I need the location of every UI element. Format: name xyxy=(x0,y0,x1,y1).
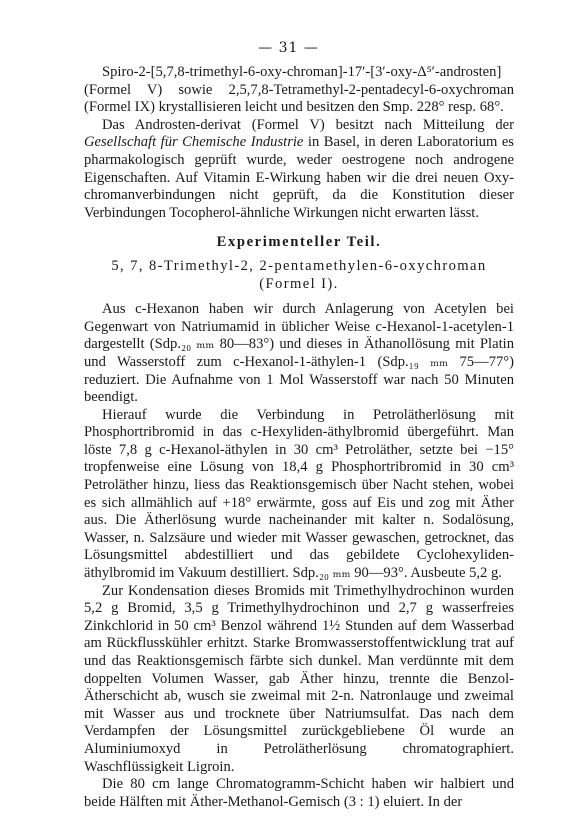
page-body xyxy=(84,64,514,811)
section-heading: Experimenteller Teil. xyxy=(216,234,382,251)
paragraph-chromatogram: Die 80 cm lange Chromatogramm-Schicht haben wir halbiert und beide Hälften mit Äther-Methanol-Gemisch (3 : 1) eluiert. In der xyxy=(84,776,514,810)
paragraph-androsten-text-b: in Basel, in deren Laboratorium es pharmakologisch geprüft wurde, weder oestrogene noch androgene Eigenschaften. Auf Vitamin E-Wirkung haben wir die drei neuen Oxy-chromanverbindungen nicht geprüft, da die Konstitution dieser Verbindungen Tocopherol-ähnliche Wirkungen nicht erwarten lässt. xyxy=(84,134,514,221)
compound-formula-ref: (Formel I). xyxy=(259,275,339,292)
paragraph-hexanon: Aus c-Hexanon haben wir durch Anlagerung von Acetylen bei Gegenwart von Natriumamid in üblicher Weise c-Hexanol-1-acetylen-1 dargestellt (Sdp.₂₀ ₘₘ 80—83°) und dieses in Äthanollösung mit Platin und Wasserstoff zum c-Hexanol-1-äthylen-1 (Sdp.₁₉ ₘₘ 75—77°) reduziert. Die Aufnahme von 1 Mol Wasserstoff war nach 50 Minuten beendigt. xyxy=(84,301,514,406)
paragraph-androsten xyxy=(84,117,514,223)
paragraph-formula-names: Spiro-2-[5,7,8-trimethyl-6-oxy-chroman]-17′-[3′-oxy-Δ⁵′-androsten] (Formel V) sowie 2,5,7,8-Tetramethyl-2-pentadecyl-6-oxychroman (Formel IX) krystallisieren leicht und besitzen den Smp. 228° resp. 68°. xyxy=(84,64,514,116)
compound-subheading xyxy=(84,258,514,293)
paragraph-bromide: Hierauf wurde die Verbindung in Petrolätherlösung mit Phosphortribromid in das c-Hexyliden-äthylbromid übergeführt. Man löste 7,8 g c-Hexanol-äthylen in 30 cm³ Petroläther, setzte bei −15° tropfenweise eine Lösung von 18,4 g Phosphortribromid in 30 cm³ Petroläther hinzu, liess das Reaktionsgemisch über Nacht stehen, wobei es sich allmählich auf +18° erwärmte, goss auf Eis und zog mit Äther aus. Die Ätherlösung wurde nacheinander mit kalter n. Sodalösung, Wasser, n. Salzsäure und wieder mit Wasser gewaschen, getrocknet, das Lösungsmittel abdestilliert und das gebildete Cyclohexyliden-äthylbromid im Vakuum destilliert. Sdp.₂₀ ₘₘ 90—93°. Ausbeute 5,2 g. xyxy=(84,406,514,582)
paragraph-condensation: Zur Kondensation dieses Bromids mit Trimethylhydrochinon wurden 5,2 g Bromid, 3,5 g Trimethylhydrochinon und 2,7 g wasserfreies Zinkchlorid in 50 cm³ Benzol während 1½ Stunden auf dem Wasserbad am Rückflusskühler erhitzt. Starke Bromwasserstoffentwicklung trat auf und das Reaktionsgemisch färbte sich dunkel. Man verdünnte mit dem doppelten Volumen Wasser, gab Äther hinzu, trennte die Benzol-Ätherschicht ab, wusch sie zweimal mit 2-n. Natronlauge und zweimal mit Wasser aus und trocknete über Natriumsulfat. Das nach dem Verdampfen der Lösungsmittel zurückgebliebene Öl wurde an Aluminiumoxyd in Petrolätherlösung chromatographiert. Waschflüssigkeit Ligroin. xyxy=(84,582,514,775)
page-number: — 31 — xyxy=(258,40,319,56)
paragraph-androsten-text-a: Das Androsten-derivat (Formel V) besitzt nach Mitteilung der xyxy=(102,116,514,133)
company-name: Gesellschaft für Chemische Industrie xyxy=(84,134,304,151)
compound-name: 5, 7, 8-Trimethyl-2, 2-pentamethylen-6-oxychroman xyxy=(111,257,487,274)
